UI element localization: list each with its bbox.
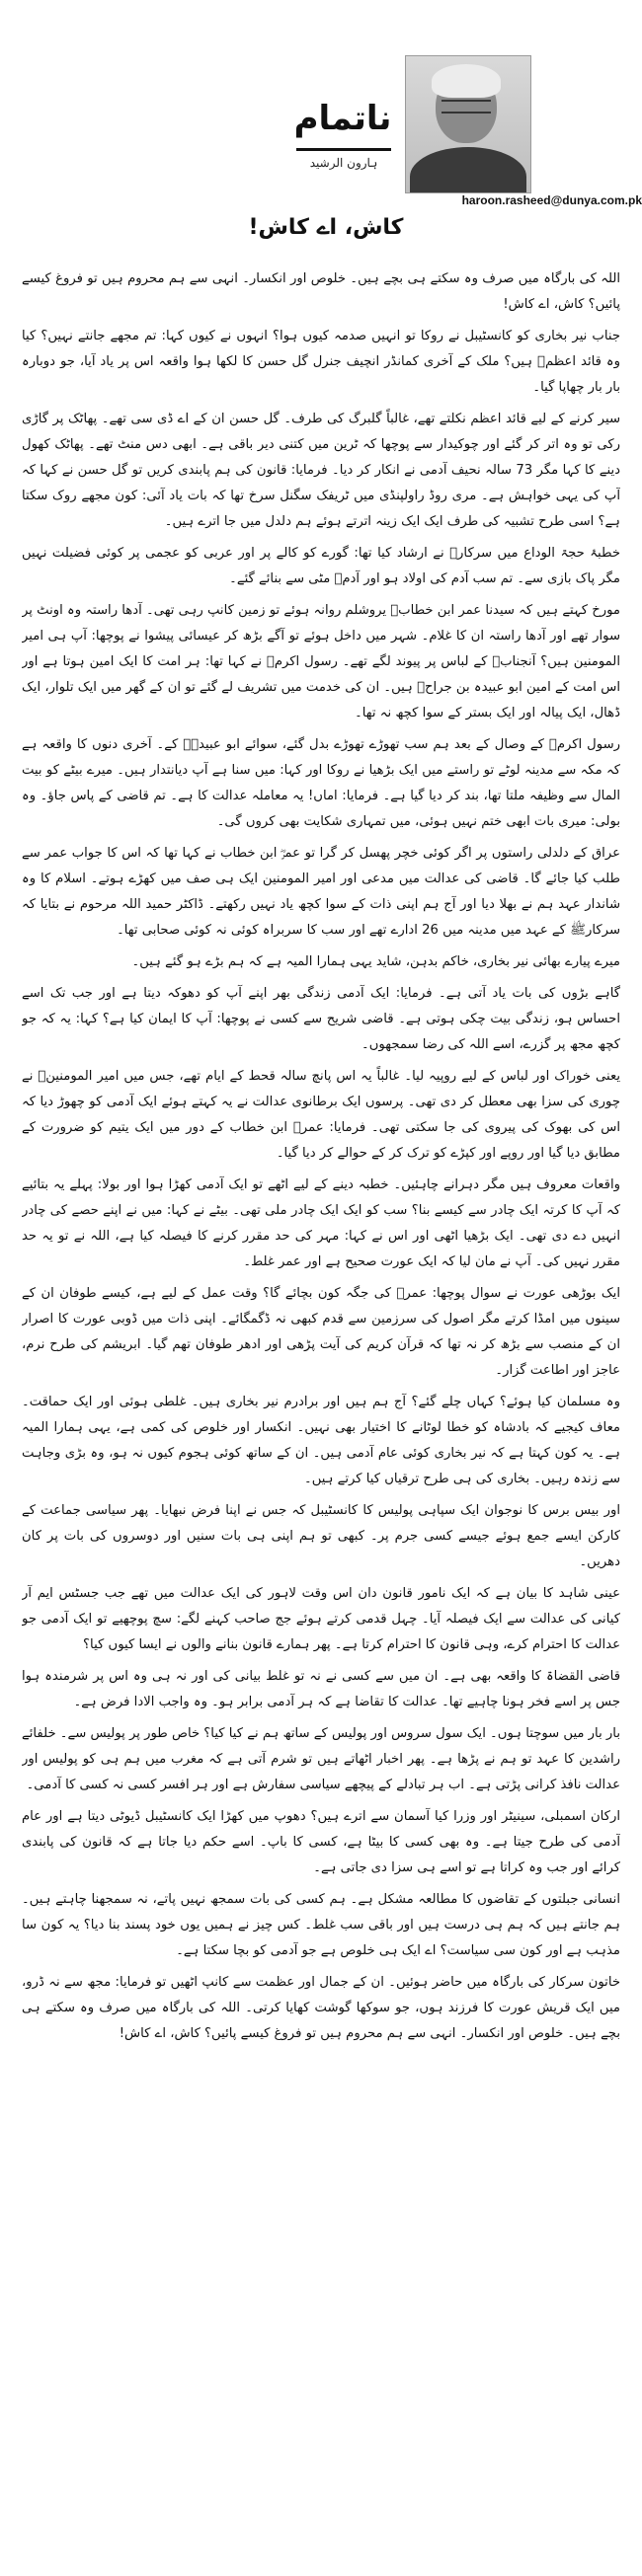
article-paragraph: رسول اکرمﷺ کے وصال کے بعد ہم سب تھوڑے تھوڑے بدل گئے، سوائے ابو عبیدہؓ کے۔ آخری دنوں کا واقعہ ہے کہ مکہ سے مدینہ لوٹے تو راستے میں ایک بڑھیا نے روکا اور کہا: میں سنا ہے آپ دیانتدار ہیں۔ میرے بیٹے کو بیت المال سے وظیفہ ملتا تھا، بند کر دیا گیا ہے۔ فرمایا: اماں! یہ معاملہ عدالت کا ہے۔ تم قاضی کے پاس جاؤ۔ وہ بولی: میری بات ابھی ختم نہیں ہوئی، میں تمہاری شکایت بھی کروں گی۔	[22, 737, 620, 829]
article-paragraph: انسانی جبلتوں کے تقاضوں کا مطالعہ مشکل ہے۔ ہم کسی کی بات سمجھ نہیں پاتے، نہ سمجھنا چاہتے ہیں۔ ہم جانتے ہیں کہ ہم ہی درست ہیں اور باقی سب غلط۔ کس چیز نے ہمیں یوں خود پسند بنا دیا؟ یہ کون سا مذہب ہے اور کون سی سیاست؟ اے ایک ہی خلوص ہے جو آدمی کو بچا سکتا ہے۔	[22, 1892, 620, 1958]
article-paragraph: مورخ کہتے ہیں کہ سیدنا عمر ابن خطابؓ یروشلم روانہ ہوئے تو زمین کانپ رہی تھی۔ آدھا راستہ وہ اونٹ پر سوار تھے اور آدھا راستہ ان کا غلام۔ شہر میں داخل ہوئے تو آگے بڑھ کر عیسائی پیشوا نے پوچھا: آپ ہی امیر المومنین ہیں؟ آنجنابؓ کے لباس پر پیوند لگے تھے۔ رسول اکرمﷺ نے کہا تھا: ہر امت کا ایک امین ہوتا ہے اور اس امت کے امین ابو عبیدہ بن جراحؓ ہیں۔ ان کی خدمت میں تشریف لے گئے تو ان کے گھر میں ایک تلوار، ایک ڈھال، ایک پیالہ اور ایک بستر کے سوا کچھ نہ تھا۔	[22, 603, 620, 720]
article-paragraph: اللہ کی بارگاہ میں صرف وہ سکتے ہی بچے ہیں۔ خلوص اور انکسار۔ انہی سے ہم محروم ہیں تو فروغ کیسے پائیں؟ کاش، اے کاش!	[22, 271, 620, 312]
portrait-glasses	[441, 100, 491, 114]
article-paragraph: میرے پیارے بھائی نیر بخاری، خاکم بدہن، شاید یہی ہمارا المیہ ہے کہ ہم بڑے ہو گئے ہیں۔	[131, 954, 620, 969]
article-paragraph: عینی شاہد کا بیان ہے کہ ایک نامور قانون دان اس وقت لاہور کی ایک عدالت میں تھے جب جسٹس ایم آر کیانی کی عدالت سے ایک فیصلہ آیا۔ چہل قدمی کرتے ہوئے جج صاحب کہنے لگے: سچ پوچھیے تو ایک آدمی جو عدالت کا احترام کرے، وہی قانون کا احترام کرتا ہے۔ پھر ہمارے قانون بنانے والوں نے ایسا کیوں کیا؟	[22, 1586, 620, 1652]
article-paragraph: یعنی خوراک اور لباس کے لیے روپیہ لیا۔ غالباً یہ اس پانچ سالہ قحط کے ایام تھے، جس میں امیر المومنینؓ نے چوری کی سزا بھی معطل کر دی تھی۔ پرسوں ایک برطانوی عدالت نے یہ کہتے ہوئے ایک آدمی کو چھوڑ دیا کہ اس کی بھوک کی پیروی کی جا سکتی تھی۔ فرمایا: عمرؓ ابن خطاب کے دور میں ایک یتیم کو ضرورت کے مطابق دیا گیا اور روپے اور کپڑے کو ترک کر کے حوالے کر دیا گیا۔	[22, 1069, 620, 1161]
author-email[interactable]: haroon.rasheed@dunya.com.pk	[461, 193, 642, 207]
article-paragraph: خطبۂ حجۃ الوداع میں سرکارﷺ نے ارشاد کیا تھا: گورے کو کالے پر اور عربی کو عجمی پر کوئی فضیلت نہیں مگر پاک بازی سے۔ تم سب آدم کی اولاد ہو اور آدمؑ مٹی سے بنائے گئے۔	[22, 546, 620, 586]
article-paragraph: عراق کے دلدلی راستوں پر اگر کوئی خچر پھسل کر گرا تو عمرؓ ابن خطاب نے کہا تھا کہ اس کا جواب عمر سے طلب کیا جائے گا۔ قاضی کی عدالت میں مدعی اور امیر المومنین ایک ہی صف میں کھڑے ہوتے۔ اسلام کا وہ شاندار عہد ہم نے بھلا دیا اور آج ہم اپنی ذات کے سوا کچھ یاد نہیں رکھتے۔ ڈاکٹر حمید اللہ مرحوم نے بتایا کہ سرکارﷺ کے عہد میں مدینہ میں 26 ادارے تھے اور سب کا سربراہ کوئی نہ کوئی صحابی تھا۔	[22, 846, 620, 938]
article-paragraph: وہ مسلمان کیا ہوئے؟ کہاں چلے گئے؟ آج ہم ہیں اور برادرم نیر بخاری ہیں۔ غلطی ہوئی اور ایک حماقت۔ معاف کیجیے کہ بادشاہ کو خطا لوٹانے کا اختیار بھی نہیں۔ انکسار اور خلوص کی کمی ہے، یہی ہمارا المیہ ہے۔ یہ کون کہتا ہے کہ نیر بخاری کوئی عام آدمی ہیں۔ ان کے ساتھ کوئی ہجوم کیوں نہ ہو، وہ بڑی وجاہت سے زندہ رہیں۔ بخاری کی ہی طرح ترقیاں کیا کرتے ہیں۔	[22, 1395, 620, 1486]
article-paragraph: ارکان اسمبلی، سینیٹر اور وزرا کیا آسمان سے اترے ہیں؟ دھوپ میں کھڑا ایک کانسٹیبل ڈیوٹی دیتا ہے اور عام آدمی کی طرح جیتا ہے۔ وہ بھی کسی کا بیٹا ہے، کسی کا باپ۔ اسے حکم دیا جاتا ہے کہ قانون کی پابندی کرائے اور جب وہ کراتا ہے تو اسے ہی سزا دی جاتی ہے۔	[22, 1809, 620, 1875]
article-paragraph: گاہے بڑوں کی بات یاد آتی ہے۔ فرمایا: ایک آدمی زندگی بھر اپنے آپ کو دھوکہ دیتا ہے اور جب تک اسے احساس ہو، زندگی بیت چکی ہوتی ہے۔ قاضی شریح سے کسی نے پوچھا: آپ کا ایمان کیا ہے؟ کہا: یہ کہ جو کچھ مجھ پر گزرے، اسے اللہ کی رضا سمجھوں۔	[22, 986, 620, 1052]
article-headline: کاش، اے کاش!	[248, 215, 404, 240]
author-portrait-icon	[405, 55, 531, 193]
portrait-shoulders	[410, 147, 526, 193]
article-paragraph: خاتون سرکار کی بارگاہ میں حاضر ہوئیں۔ ان کے جمال اور عظمت سے کانپ اٹھیں تو فرمایا: مجھ سے نہ ڈرو، میں ایک قریش عورت کا فرزند ہوں، جو سوکھا گوشت کھایا کرتی۔ اللہ کی بارگاہ میں صرف وہ سکتے ہی بچے ہیں۔ خلوص اور انکسار۔ انہی سے ہم محروم ہیں تو فروغ کیسے پائیں؟ کاش، اے کاش!	[22, 1975, 620, 2041]
article-paragraph: سیر کرنے کے لیے قائد اعظم نکلتے تھے، غالباً گلبرگ کی طرف۔ گل حسن ان کے اے ڈی سی تھے۔ پھاٹک پر گاڑی رکی تو وہ اتر کر گئے اور چوکیدار سے پوچھا کہ ٹرین میں کتنی دیر باقی ہے۔ ابھی دس منٹ تھے۔ پھاٹک کھول دینے کا کہا مگر 73 سالہ نحیف آدمی نے انکار کر دیا۔ فرمایا: قانون کی ہم پابندی کریں تو گل حسن نے کہا کہ آپ کی یہی خواہش ہے۔ مری روڈ راولپنڈی میں ٹریفک سگنل سرخ تھا کہ بات یاد آئی: کون مجھے روک سکتا ہے؟ اسی طرح تشبیہ کی طرف ایک ایک زینہ اترتے ہوئے ہم دلدل میں جا اترے ہیں۔	[22, 412, 620, 529]
author-name: ہارون الرشید	[309, 156, 378, 170]
article-body	[22, 266, 620, 2556]
portrait-hair	[432, 64, 501, 98]
article-paragraph: بار بار میں سوچتا ہوں۔ ایک سول سروس اور پولیس کے ساتھ ہم نے کیا کیا؟ خاص طور پر پولیس سے۔ خلفائے راشدین کا عہد تو ہم نے پڑھا ہے۔ پھر اخبار اٹھاتے ہیں تو شرم آتی ہے کہ مغرب میں ہم ہی کو پولیس اور عدالت نافذ کرانی پڑتی ہے۔ اب ہر تبادلے کے پیچھے سیاسی سفارش ہے اور ہر افسر کسی نہ کسی کا آدمی۔	[22, 1726, 620, 1792]
article-paragraph: جناب نیر بخاری کو کانسٹیبل نے روکا تو انہیں صدمہ کیوں ہوا؟ انہوں نے کیوں کہا: تم مجھے جانتے نہیں؟ کیا وہ قائد اعظمؒ ہیں؟ ملک کے آخری کمانڈر انچیف جنرل گل حسن کا لکھا ہوا واقعہ اس پر یاد آیا، جو دوبارہ بار بار چھاپا گیا۔	[22, 329, 620, 395]
column-title: ناتمام	[293, 99, 392, 138]
article-paragraph: ایک بوڑھی عورت نے سوال پوچھا: عمرؓ کی جگہ کون بچائے گا؟ وقت عمل کے لیے ہے، کیسے طوفان ان کے سینوں میں امڈا کرتے مگر اصول کی سرزمین سے قدم کبھی نہ ڈگمگائے۔ اپنی ذات میں ڈوبی عورت کا اصرار ان کے منصب سے بڑھ کر نہ تھا کہ قرآن کریم کی آیت پڑھی اور ادھر طوفان تھم گیا۔ ابریشم کی طرح نرم، عاجز اور اطاعت گزار۔	[22, 1286, 620, 1378]
article-paragraph: قاضی القضاۃ کا واقعہ بھی ہے۔ ان میں سے کسی نے نہ تو غلط بیانی کی اور نہ ہی وہ اس پر شرمندہ ہوا جس پر اسے فخر ہونا چاہیے تھا۔ عدالت کا تقاضا ہے کہ ہر آدمی برابر ہو۔ وہ واجب الادا فرض ہے۔	[22, 1669, 620, 1709]
article-paragraph: اور بیس برس کا نوجوان ایک سپاہی پولیس کا کانسٹیبل کہ جس نے اپنا فرض نبھایا۔ پھر سیاسی جماعت کے کارکن ایسے جمع ہوئے جیسے کسی جرم پر۔ کبھی تو ہم اپنی ہی بات سنیں اور دوسروں کی بات پر کان دھریں۔	[22, 1503, 620, 1569]
article-paragraph: واقعات معروف ہیں مگر دہرانے چاہئیں۔ خطبہ دینے کے لیے اٹھے تو ایک آدمی کھڑا ہوا اور بولا: پہلے یہ بتائیے کہ آپ کا کرتہ ایک چادر سے کیسے بنا؟ سب کو ایک ایک چادر ملی تھی۔ بیٹے نے کہا: میں نے اپنے حصے کی چادر انہیں دے دی تھی۔ ایک بڑھیا اٹھی اور اس نے کہا: مہر کی حد مقرر کرنے کا فیصلہ کیا ہے، اللہ نے تو یہ حد مقرر نہیں کی۔ آپ نے مان لیا کہ ایک عورت صحیح ہے اور عمر غلط۔	[22, 1177, 620, 1269]
column-masthead	[0, 0, 642, 240]
masthead-divider	[296, 148, 391, 151]
